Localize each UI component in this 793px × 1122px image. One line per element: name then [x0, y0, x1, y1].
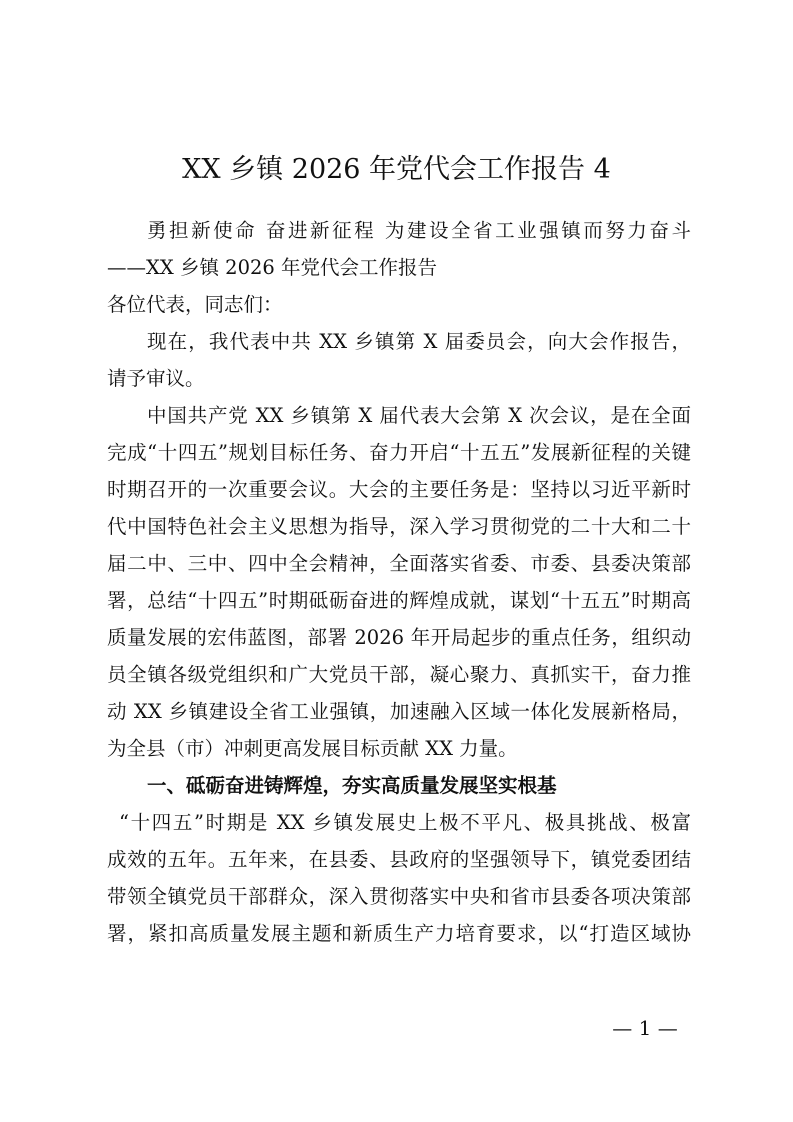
paragraph-1 [107, 323, 691, 397]
paragraph-line: 现在，我代表中共 XX 乡镇第 X 届委员会，向大会作报告， [147, 330, 691, 353]
paragraph-line: 动 XX 乡镇建设全省工业强镇，加速融入区域一体化发展新格局， [107, 700, 691, 723]
paragraph-line: 请予审议。 [107, 367, 205, 390]
paragraph-line: 员全镇各级党组织和广大党员干部，凝心聚力、真抓实干，奋力推 [107, 663, 691, 686]
paragraph-line: 质量发展的宏伟蓝图，部署 2026 年开局起步的重点任务，组织动 [107, 626, 691, 649]
section-heading-1: 一、砥砺奋进铸辉煌，夯实高质量发展坚实根基 [147, 774, 557, 797]
subtitle-line-1: 勇担新使命 奋进新征程 为建设全省工业强镇而努力奋斗 [147, 219, 691, 242]
subtitle-line-2: ——XX 乡镇 2026 年党代会工作报告 [107, 256, 437, 279]
document-title: XX 乡镇 2026 年党代会工作报告 4 [182, 154, 611, 185]
paragraph-3 [107, 804, 691, 952]
paragraph-line: 带领全镇党员干部群众，深入贯彻落实中央和省市县委各项决策部 [107, 885, 691, 908]
paragraph-line: 署，紧扣高质量发展主题和新质生产力培育要求，以“打造区域协 [107, 922, 691, 945]
paragraph-2 [107, 397, 691, 767]
paragraph-line: 时期召开的一次重要会议。大会的主要任务是：坚持以习近平新时 [107, 478, 691, 501]
salutation: 各位代表，同志们： [107, 293, 283, 316]
page-number: — 1 — [612, 1016, 678, 1040]
paragraph-line: 代中国特色社会主义思想为指导，深入学习贯彻党的二十大和二十 [107, 515, 691, 538]
paragraph-line: “十四五”时期是 XX 乡镇发展史上极不平凡、极具挑战、极富 [119, 811, 691, 834]
paragraph-line: 中国共产党 XX 乡镇第 X 届代表大会第 X 次会议，是在全面 [147, 404, 691, 427]
paragraph-line: 届二中、三中、四中全会精神，全面落实省委、市委、县委决策部 [107, 552, 691, 575]
document-body [107, 212, 691, 952]
paragraph-line: 成效的五年。五年来，在县委、县政府的坚强领导下，镇党委团结 [107, 848, 691, 871]
paragraph-line: 完成“十四五”规划目标任务、奋力开启“十五五”发展新征程的关键 [107, 441, 691, 464]
paragraph-line: 为全县（市）冲刺更高发展目标贡献 XX 力量。 [107, 737, 518, 760]
paragraph-line: 署，总结“十四五”时期砥砺奋进的辉煌成就，谋划“十五五”时期高 [107, 589, 691, 612]
